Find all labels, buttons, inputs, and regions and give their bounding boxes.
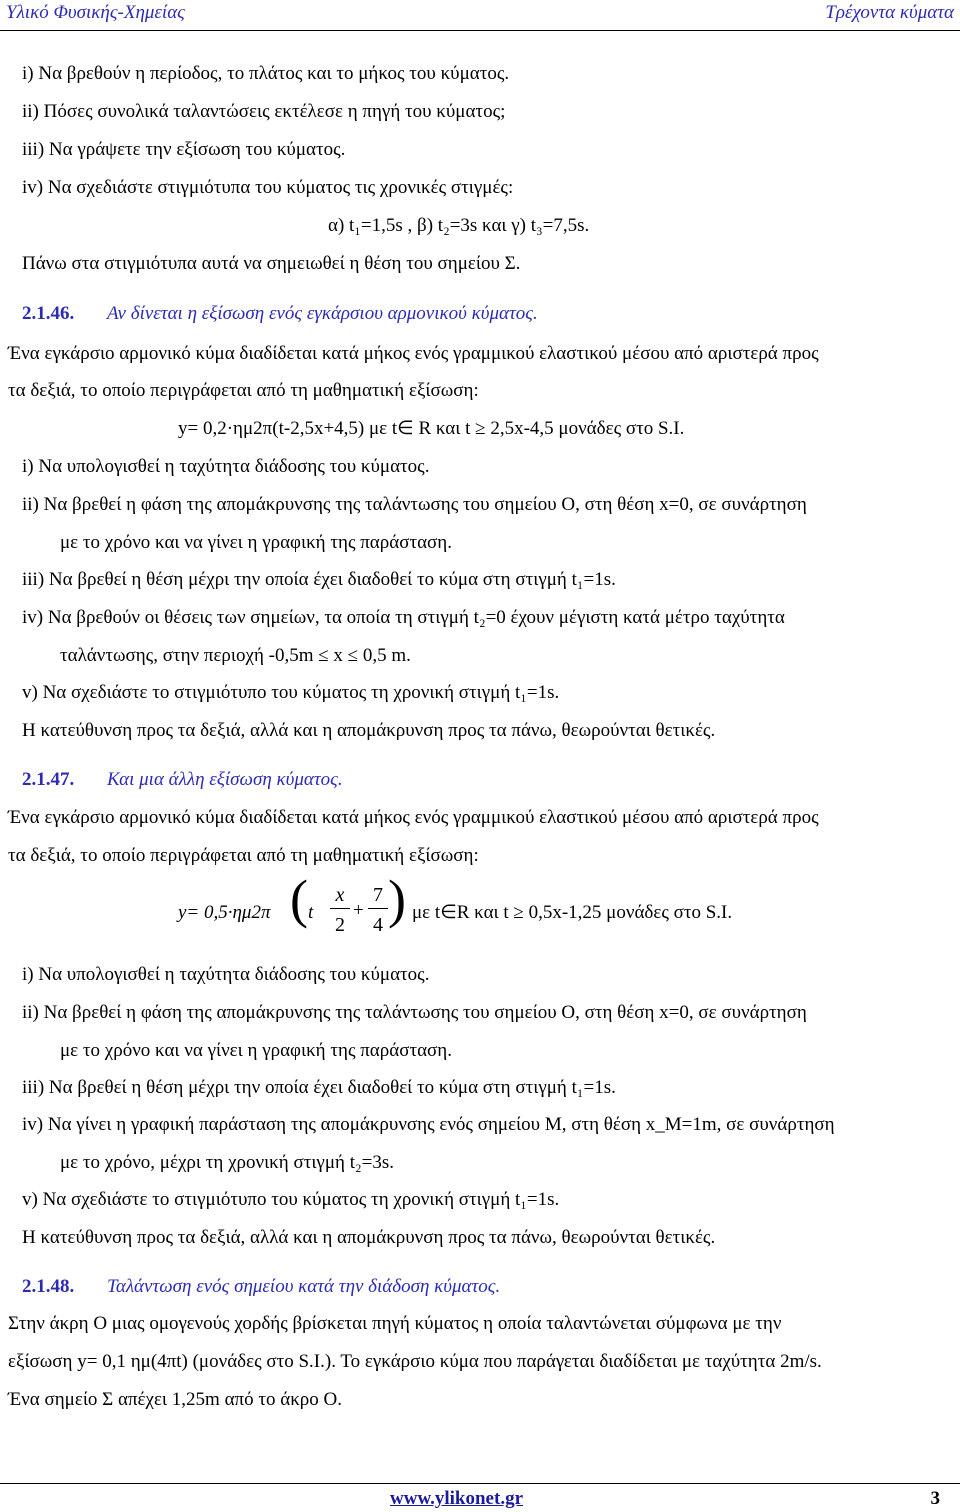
text-line: α) t₁=1,5s , β) t₂=3s και γ) t₃=7,5s. [328, 215, 590, 236]
page-footer [0, 1483, 960, 1512]
eq-plus: + [353, 900, 364, 921]
section-title: Και μια άλλη εξίσωση κύματος. [107, 769, 343, 790]
page-header [0, 0, 960, 31]
question: v) Να σχεδιάστε το στιγμιότυπο του κύματος τη χρονική στιγμή t₁=1s. [22, 682, 560, 703]
section-heading [22, 769, 343, 791]
text-line: Πάνω στα στιγμιότυπα αυτά να σημειωθεί η θέση του σημείου Σ. [22, 253, 521, 274]
text-line: εξίσωση y= 0,1 ημ(4πt) (μονάδες στο S.I.). Το εγκάρσιο κύμα που παράγεται διαδίδεται με ταχύτητα 2m/s. [8, 1351, 822, 1372]
text-line: Η κατεύθυνση προς τα δεξιά, αλλά και η απομάκρυνση προς τα πάνω, θεωρούνται θετικές. [22, 720, 716, 741]
page-number: 3 [930, 1488, 940, 1509]
question: iv) Να βρεθούν οι θέσεις των σημείων, τα οποία τη στιγμή t₂=0 έχουν μέγιστη κατά μέτρο ταχύτητα [22, 607, 785, 628]
frac-2: 2 [335, 914, 345, 936]
eq-t: t [308, 902, 314, 923]
section-number: 2.1.47. [22, 769, 75, 790]
question: v) Να σχεδιάστε το στιγμιότυπο του κύματος τη χρονική στιγμή t₁=1s. [22, 1189, 560, 1210]
text-line: Ένα εγκάρσιο αρμονικό κύμα διαδίδεται κατά μήκος ενός γραμμικού ελαστικού μέσου από αριστερά προς [8, 343, 819, 364]
section-number: 2.1.46. [22, 303, 75, 324]
text-line: i) Να βρεθούν η περίοδος, το πλάτος και το μήκος του κύματος. [22, 63, 510, 84]
header-left: Υλικό Φυσικής-Χημείας [6, 2, 185, 23]
question: iii) Να βρεθεί η θέση μέχρι την οποία έχει διαδοθεί το κύμα στη στιγμή t₁=1s. [22, 1077, 616, 1098]
equation: y= 0,2·ημ2π(t-2,5x+4,5) με t∈ R και t ≥ 2,5x-4,5 μονάδες στο S.I. [178, 418, 685, 439]
fraction-bar [368, 908, 388, 909]
site-link[interactable]: www.ylikonet.gr [390, 1488, 523, 1509]
text-line: Στην άκρη Ο μιας ομογενούς χορδής βρίσκεται πηγή κύματος η οποία ταλαντώνεται σύμφωνα με την [8, 1313, 782, 1334]
text-line: Ένα σημείο Σ απέχει 1,25m από το άκρο Ο. [8, 1389, 342, 1410]
question: με το χρόνο και να γίνει η γραφική της παράσταση. [60, 532, 452, 553]
question: i) Να υπολογισθεί η ταχύτητα διάδοσης του κύματος. [22, 456, 430, 477]
section-title: Αν δίνεται η εξίσωση ενός εγκάρσιου αρμονικού κύματος. [107, 303, 538, 324]
frac-4: 4 [373, 914, 383, 936]
frac-7: 7 [373, 884, 383, 906]
text-line: Ένα εγκάρσιο αρμονικό κύμα διαδίδεται κατά μήκος ενός γραμμικού ελαστικού μέσου από αριστερά προς [8, 807, 819, 828]
eq-right: με t∈R και t ≥ 0,5x-1,25 μονάδες στο S.I. [412, 902, 733, 923]
section-heading [22, 1276, 500, 1298]
question: ii) Να βρεθεί η φάση της απομάκρυνσης της ταλάντωσης του σημείου Ο, στη θέση x=0, σε συνάρτηση [22, 494, 807, 515]
text-line: τα δεξιά, το οποίο περιγράφεται από τη μαθηματική εξίσωση: [8, 380, 479, 401]
text-line: Η κατεύθυνση προς τα δεξιά, αλλά και η απομάκρυνση προς τα πάνω, θεωρούνται θετικές. [22, 1227, 716, 1248]
question: iii) Να βρεθεί η θέση μέχρι την οποία έχει διαδοθεί το κύμα στη στιγμή t₁=1s. [22, 569, 616, 590]
question: με το χρόνο και να γίνει η γραφική της παράσταση. [60, 1040, 452, 1061]
text-line: iii) Να γράψετε την εξίσωση του κύματος. [22, 139, 346, 160]
section-number: 2.1.48. [22, 1276, 75, 1297]
question: ii) Να βρεθεί η φάση της απομάκρυνσης της ταλάντωσης του σημείου Ο, στη θέση x=0, σε συνάρτηση [22, 1002, 807, 1023]
fraction-bar [330, 908, 350, 909]
question: ταλάντωσης, στην περιοχή -0,5m ≤ x ≤ 0,5 m. [60, 645, 411, 666]
right-paren: ) [388, 869, 406, 929]
eq-left: y= 0,5·ημ2π [178, 902, 271, 923]
text-line: ii) Πόσες συνολικά ταλαντώσεις εκτέλεσε η πηγή του κύματος; [22, 101, 506, 122]
section-heading [22, 303, 538, 325]
frac-x: x [335, 884, 345, 906]
text-line: τα δεξιά, το οποίο περιγράφεται από τη μαθηματική εξίσωση: [8, 845, 479, 866]
left-paren: ( [290, 869, 308, 929]
header-right: Τρέχοντα κύματα [825, 2, 954, 23]
question: με το χρόνο, μέχρι τη χρονική στιγμή t₂=3s. [60, 1152, 394, 1173]
question: i) Να υπολογισθεί η ταχύτητα διάδοσης του κύματος. [22, 964, 430, 985]
question: iv) Να γίνει η γραφική παράσταση της απομάκρυνσης ενός σημείου Μ, στη θέση x_M=1m, σε συνάρτηση [22, 1114, 835, 1135]
text-line: iv) Να σχεδιάστε στιγμιότυπα του κύματος τις χρονικές στιγμές: [22, 177, 514, 198]
section-title: Ταλάντωση ενός σημείου κατά την διάδοση κύματος. [107, 1276, 501, 1297]
